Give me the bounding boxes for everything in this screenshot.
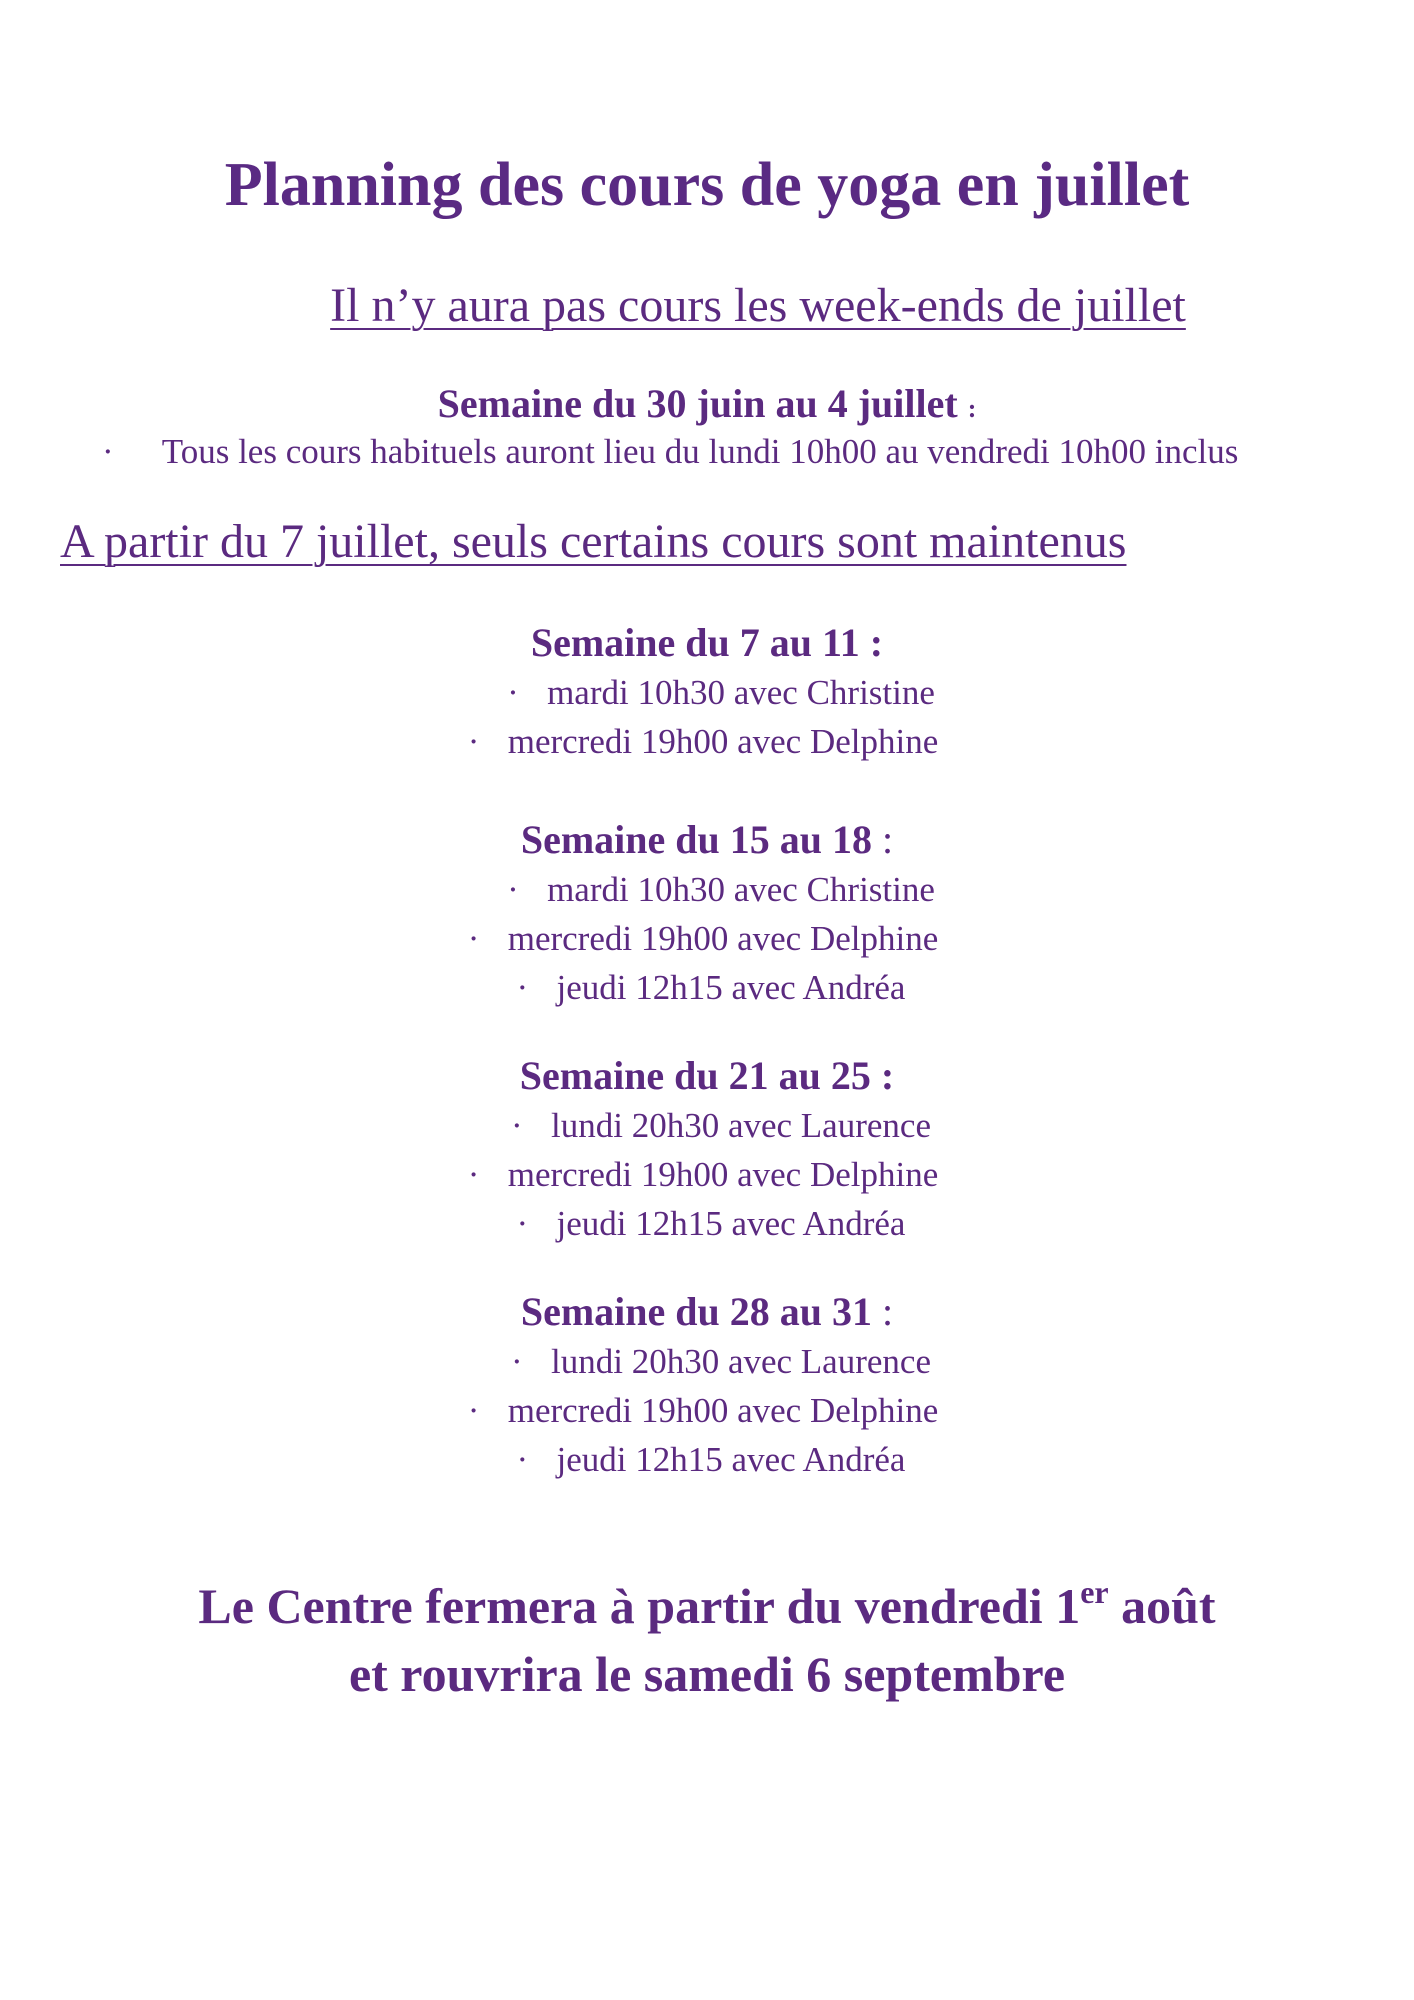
first-week-heading xyxy=(0,380,1414,427)
bullet-icon: · xyxy=(102,432,114,471)
first-week-heading-colon: : xyxy=(967,394,977,423)
week-heading xyxy=(0,1051,1414,1101)
week-block xyxy=(0,1051,1414,1248)
bullet-icon: · xyxy=(511,1106,523,1145)
closing-line-2: et rouvrira le samedi 6 septembre xyxy=(348,1646,1066,1702)
first-week-item xyxy=(102,432,1238,472)
week-item xyxy=(0,1150,1410,1199)
week-item-text: mercredi 19h00 avec Delphine xyxy=(507,1155,939,1194)
week-block xyxy=(0,1287,1414,1484)
week-item xyxy=(0,1386,1410,1435)
week-item-text: mercredi 19h00 avec Delphine xyxy=(507,722,939,761)
closing-notice xyxy=(0,1572,1414,1708)
week-heading-text: Semaine du 15 au 18 xyxy=(520,817,873,862)
partial-schedule-notice: A partir du 7 juillet, seuls certains cours sont maintenus xyxy=(60,515,1127,568)
week-heading-text: Semaine du 21 au 25 : xyxy=(519,1053,895,1098)
closing-line-1-end: août xyxy=(1108,1578,1216,1634)
closing-line-1 xyxy=(0,1572,1414,1640)
first-week-heading-text: Semaine du 30 juin au 4 juillet xyxy=(437,381,958,426)
bullet-icon: · xyxy=(507,673,519,712)
bullet-icon: · xyxy=(467,1155,480,1194)
week-heading-text: Semaine du 28 au 31 xyxy=(520,1289,873,1334)
weekend-notice-text: Il n’y aura pas cours les week-ends de juillet xyxy=(330,279,1186,332)
week-item-text: jeudi 12h15 avec Andréa xyxy=(556,1440,906,1479)
week-item xyxy=(14,1337,1414,1386)
week-item-text: jeudi 12h15 avec Andréa xyxy=(556,1204,906,1243)
bullet-icon: · xyxy=(467,919,480,958)
first-week-item-text: Tous les cours habituels auront lieu du lundi 10h00 au vendredi 10h00 inclus xyxy=(161,432,1239,471)
week-item xyxy=(0,914,1410,963)
week-item-text: mercredi 19h00 avec Delphine xyxy=(507,1391,939,1430)
weekend-notice xyxy=(0,278,1414,333)
week-heading xyxy=(0,1287,1414,1337)
week-heading xyxy=(0,815,1414,865)
week-item xyxy=(0,717,1410,766)
week-item-text: jeudi 12h15 avec Andréa xyxy=(556,968,906,1007)
week-heading-colon: : xyxy=(882,1289,894,1334)
week-item-text: lundi 20h30 avec Laurence xyxy=(551,1106,931,1145)
bullet-icon: · xyxy=(516,1204,529,1243)
week-item xyxy=(4,963,1414,1012)
week-item xyxy=(4,1199,1414,1248)
week-item xyxy=(14,1101,1414,1150)
week-item xyxy=(14,865,1414,914)
week-block xyxy=(0,618,1414,766)
week-heading-colon: : xyxy=(882,817,894,862)
week-item-text: mercredi 19h00 avec Delphine xyxy=(507,919,939,958)
bullet-icon: · xyxy=(467,722,480,761)
week-item-text: lundi 20h30 avec Laurence xyxy=(551,1342,931,1381)
bullet-icon: · xyxy=(507,870,519,909)
week-item xyxy=(14,668,1414,717)
bullet-icon: · xyxy=(467,1391,480,1430)
week-item-text: mardi 10h30 avec Christine xyxy=(547,870,935,909)
week-heading xyxy=(0,618,1414,668)
closing-line-1-text: Le Centre fermera à partir du vendredi 1 xyxy=(198,1578,1081,1634)
page-title: Planning des cours de yoga en juillet xyxy=(224,151,1190,219)
week-heading-text: Semaine du 7 au 11 : xyxy=(530,620,884,665)
bullet-icon: · xyxy=(516,1440,529,1479)
bullet-icon: · xyxy=(511,1342,523,1381)
week-item-text: mardi 10h30 avec Christine xyxy=(547,673,935,712)
week-item xyxy=(4,1435,1414,1484)
bullet-icon: · xyxy=(516,968,529,1007)
week-block xyxy=(0,815,1414,1012)
ordinal-suffix: er xyxy=(1080,1574,1109,1610)
